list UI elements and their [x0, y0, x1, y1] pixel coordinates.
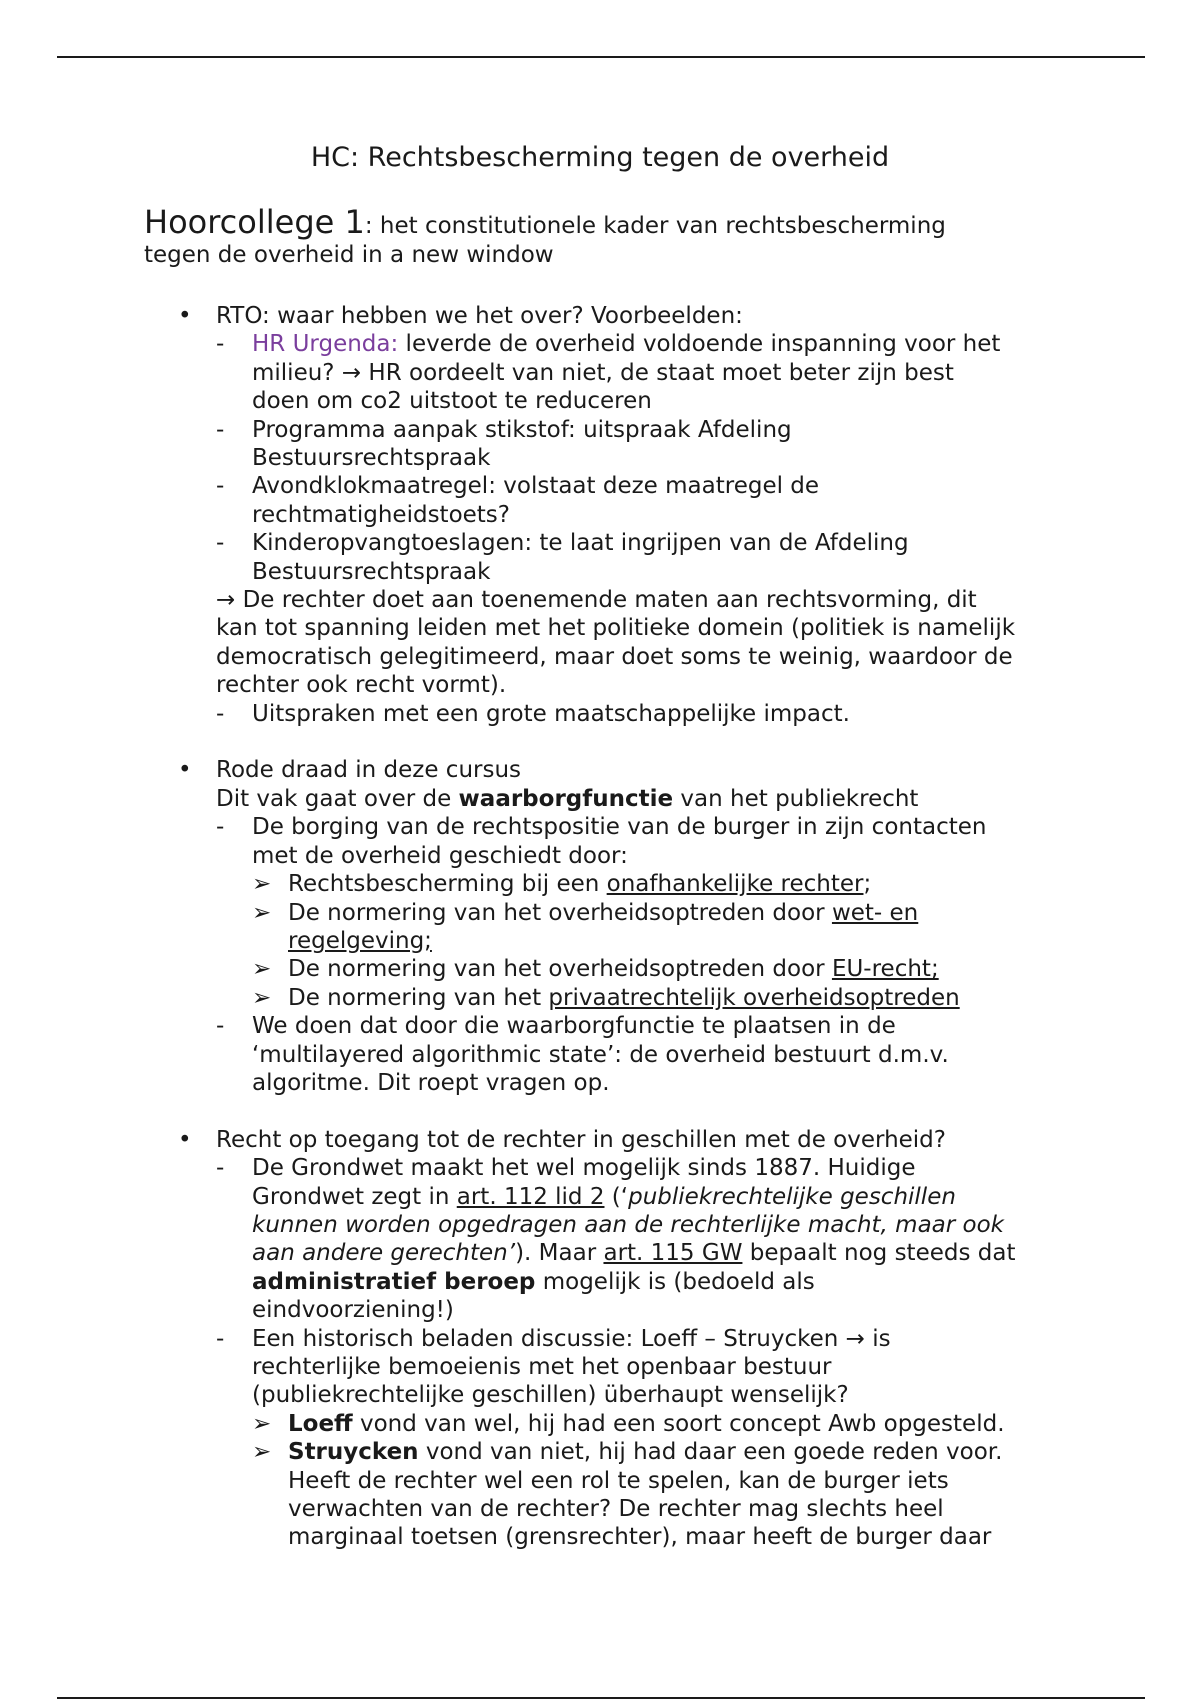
bullet-marker: •: [178, 303, 192, 329]
arrow-marker: ➢: [252, 1410, 272, 1437]
list-item-cont: aan andere gerechten’). Maar art. 115 GW bepaalt nog steeds dat: [252, 1240, 1016, 1267]
paragraph: Dit vak gaat over de waarborgfunctie van het publiekrecht: [216, 785, 919, 812]
sub-list-item-cont: regelgeving;: [288, 927, 432, 954]
bottom-rule: [57, 1697, 1145, 1699]
dash-marker: -: [216, 1325, 225, 1352]
lecture-notes: [144, 302, 1084, 1552]
list-item: - De Grondwet maakt het wel mogelijk sinds 1887. Huidige: [216, 1155, 916, 1182]
sub-list-item: ➢ De normering van het overheidsoptreden door wet- en: [252, 899, 919, 926]
top-rule: [57, 56, 1145, 58]
list-item: • Rode draad in deze cursus: [178, 757, 522, 784]
paragraph: → De rechter doet aan toenemende maten aan rechtsvorming, dit: [216, 587, 977, 614]
sub-list-item: ➢ De normering van het privaatrechtelijk overheidsoptreden: [252, 984, 960, 1011]
list-item: - Een historisch beladen discussie: Loeff – Struycken → is: [216, 1325, 891, 1352]
lecture-number: Hoorcollege 1: [144, 203, 365, 241]
lecture-subtitle-cont: tegen de overheid in a new window: [144, 242, 554, 268]
arrow-marker: ➢: [252, 871, 272, 898]
list-item-cont: kunnen worden opgedragen aan de rechterlijke macht, maar ook: [252, 1211, 1005, 1238]
paragraph-cont: kan tot spanning leiden met het politieke domein (politiek is namelijk: [216, 615, 1016, 642]
arrow-marker: ➢: [252, 899, 272, 926]
list-item: - Avondklokmaatregel: volstaat deze maatregel de: [216, 473, 820, 500]
sub-list-item-cont: marginaal toetsen (grensrechter), maar heeft de burger daar: [288, 1524, 992, 1551]
lecture-heading: [144, 203, 1044, 270]
list-item-cont: Bestuursrechtspraak: [252, 445, 491, 472]
list-item-cont: met de overheid geschiedt door:: [252, 842, 628, 869]
sub-list-item: ➢ Loeff vond van wel, hij had een soort concept Awb opgesteld.: [252, 1410, 1005, 1437]
list-item: - HR Urgenda: leverde de overheid voldoende inspanning voor het: [216, 331, 1001, 358]
list-item-cont: Grondwet zegt in art. 112 lid 2 (‘publiekrechtelijke geschillen: [252, 1183, 956, 1210]
sub-list-item-cont: Heeft de rechter wel een rol te spelen, kan de burger iets: [288, 1467, 949, 1494]
dash-marker: -: [216, 473, 225, 500]
list-item: - Kinderopvangtoeslagen: te laat ingrijpen van de Afdeling: [216, 530, 909, 557]
document-title: HC: Rechtsbescherming tegen de overheid: [310, 142, 890, 173]
list-item: - De borging van de rechtspositie van de burger in zijn contacten: [216, 814, 987, 841]
paragraph-cont: democratisch gelegitimeerd, maar doet soms te weinig, waardoor de: [216, 643, 1013, 670]
dash-marker: -: [216, 1013, 225, 1040]
list-item-cont: (publiekrechtelijke geschillen) überhaupt wenselijk?: [252, 1382, 849, 1409]
list-item: - We doen dat door die waarborgfunctie te plaatsen in de: [216, 1013, 896, 1040]
sub-list-item: ➢ Rechtsbescherming bij een onafhankelijke rechter;: [252, 871, 872, 898]
dash-marker: -: [216, 700, 225, 727]
list-item-cont: Bestuursrechtspraak: [252, 558, 491, 585]
sub-list-item: ➢ De normering van het overheidsoptreden door EU-recht;: [252, 956, 939, 983]
arrow-marker: ➢: [252, 1439, 272, 1466]
lecture-subtitle: : het constitutionele kader van rechtsbescherming: [364, 213, 946, 239]
list-item: • RTO: waar hebben we het over? Voorbeelden:: [178, 303, 743, 329]
arrow-marker: ➢: [252, 956, 272, 983]
list-item-cont: milieu? → HR oordeelt van niet, de staat moet beter zijn best: [252, 359, 954, 386]
dash-marker: -: [216, 1155, 225, 1182]
arrow-marker: ➢: [252, 984, 272, 1011]
list-item-cont: ‘multilayered algorithmic state’: de overheid bestuurt d.m.v.: [252, 1041, 949, 1068]
case-label: HR Urgenda:: [252, 331, 399, 358]
list-item: - Uitspraken met een grote maatschappelijke impact.: [216, 700, 850, 727]
list-item-cont: rechtmatigheidstoets?: [252, 501, 510, 528]
list-item: • Recht op toegang tot de rechter in geschillen met de overheid?: [178, 1126, 946, 1153]
list-item-cont: doen om co2 uitstoot te reduceren: [252, 388, 652, 415]
sub-list-item: ➢ Struycken vond van niet, hij had daar een goede reden voor.: [252, 1439, 1003, 1466]
bullet-marker: •: [178, 757, 192, 784]
bullet-marker: •: [178, 1126, 192, 1153]
list-item-cont: administratief beroep mogelijk is (bedoeld als: [252, 1268, 815, 1295]
dash-marker: -: [216, 814, 225, 841]
paragraph-cont: rechter ook recht vormt).: [216, 672, 507, 699]
dash-marker: -: [216, 530, 225, 557]
sub-list-item-cont: verwachten van de rechter? De rechter mag slechts heel: [288, 1496, 944, 1523]
list-item-cont: eindvoorziening!): [252, 1297, 454, 1324]
dash-marker: -: [216, 416, 225, 443]
list-item: - Programma aanpak stikstof: uitspraak Afdeling: [216, 416, 792, 443]
list-item-cont: algoritme. Dit roept vragen op.: [252, 1069, 610, 1096]
dash-marker: -: [216, 331, 225, 358]
list-item-cont: rechterlijke bemoeienis met het openbaar bestuur: [252, 1354, 832, 1380]
